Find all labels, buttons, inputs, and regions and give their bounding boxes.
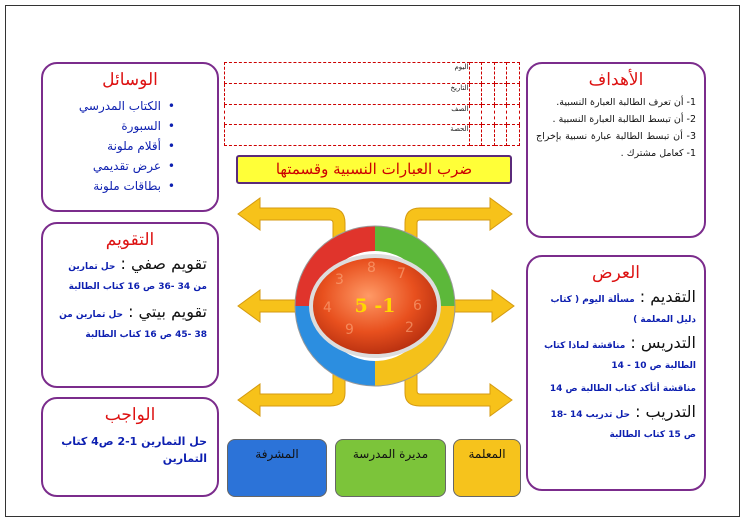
intro-label: التقديم : [639,287,696,306]
svg-text:4: 4 [323,300,332,316]
role-teacher: المعلمة [453,439,521,497]
svg-text:3: 3 [335,272,344,288]
presentation-title: العرض [591,263,641,283]
schedule-label: التاريخ [225,83,470,104]
schedule-label: الحصة [225,125,470,146]
home-label: تقويم بيتي : [128,302,207,321]
tools-box [41,62,219,212]
homework-text: حل التمارين 1-2 ص4 كتاب التمارين [61,435,207,465]
teach-text: مناقشة لماذا كتاب الطالبة ص 10 - 14 [544,341,696,371]
tool-item: • بطاقات ملونة [53,176,161,196]
schedule-label: اليوم [225,63,470,84]
objective-item: 1- أن تعرف الطالبة العبارة النسبية. [556,97,696,108]
svg-text:8: 8 [367,260,376,276]
evaluation-title: التقويم [105,230,155,250]
evaluation-box [41,222,219,388]
practice-label: التدريب : [635,402,696,421]
svg-text:9: 9 [345,322,354,338]
schedule-table [224,62,520,146]
role-supervisor: المشرفة [227,439,327,497]
svg-text:6: 6 [413,298,422,314]
presentation-box [526,255,706,491]
objective-item: 2- أن تبسط الطالبة العبارة النسبية . [552,114,696,125]
tool-item: • الكتاب المدرسي [53,96,161,116]
intro-text: مسألة اليوم ( كتاب دليل المعلمة ) [550,295,696,325]
home-text: حل تمارين من 38 -45 ص 16 كتاب الطالبة [59,310,207,340]
objective-item: 3- أن تبسط الطالبة عبارة نسبية بإخراج 1- كعامل مشترك . [536,131,696,159]
formative-label: تقويم صفي : [120,254,207,273]
role-principal: مديرة المدرسة [335,439,446,497]
practice-text: حل تدريب 14 -18 ص 15 كتاب الطالبة [550,410,696,440]
formative-text: حل تمارين من 34 -36 ص 16 كتاب الطالبة [68,262,207,292]
teach-label: التدريس : [630,333,696,352]
homework-box [41,397,219,497]
tool-item: • السبورة [53,116,161,136]
tool-item: • عرض تقديمي [53,156,161,176]
lesson-title: ضرب العبارات النسبية وقسمتها [236,155,512,184]
cycle-diagram [230,188,520,428]
homework-title: الواجب [104,405,156,425]
objectives-box [526,62,706,238]
check-text: مناقشة أتأكد كتاب الطالبة ص 14 [549,384,696,394]
objectives-title: الأهداف [588,70,644,90]
tools-title: الوسائل [102,70,158,90]
svg-text:2: 2 [405,320,414,336]
schedule-label: الصف [225,104,470,125]
tool-item: • أقلام ملونة [53,136,161,156]
lesson-number: 5 -1 [354,295,396,317]
svg-text:7: 7 [397,266,406,282]
